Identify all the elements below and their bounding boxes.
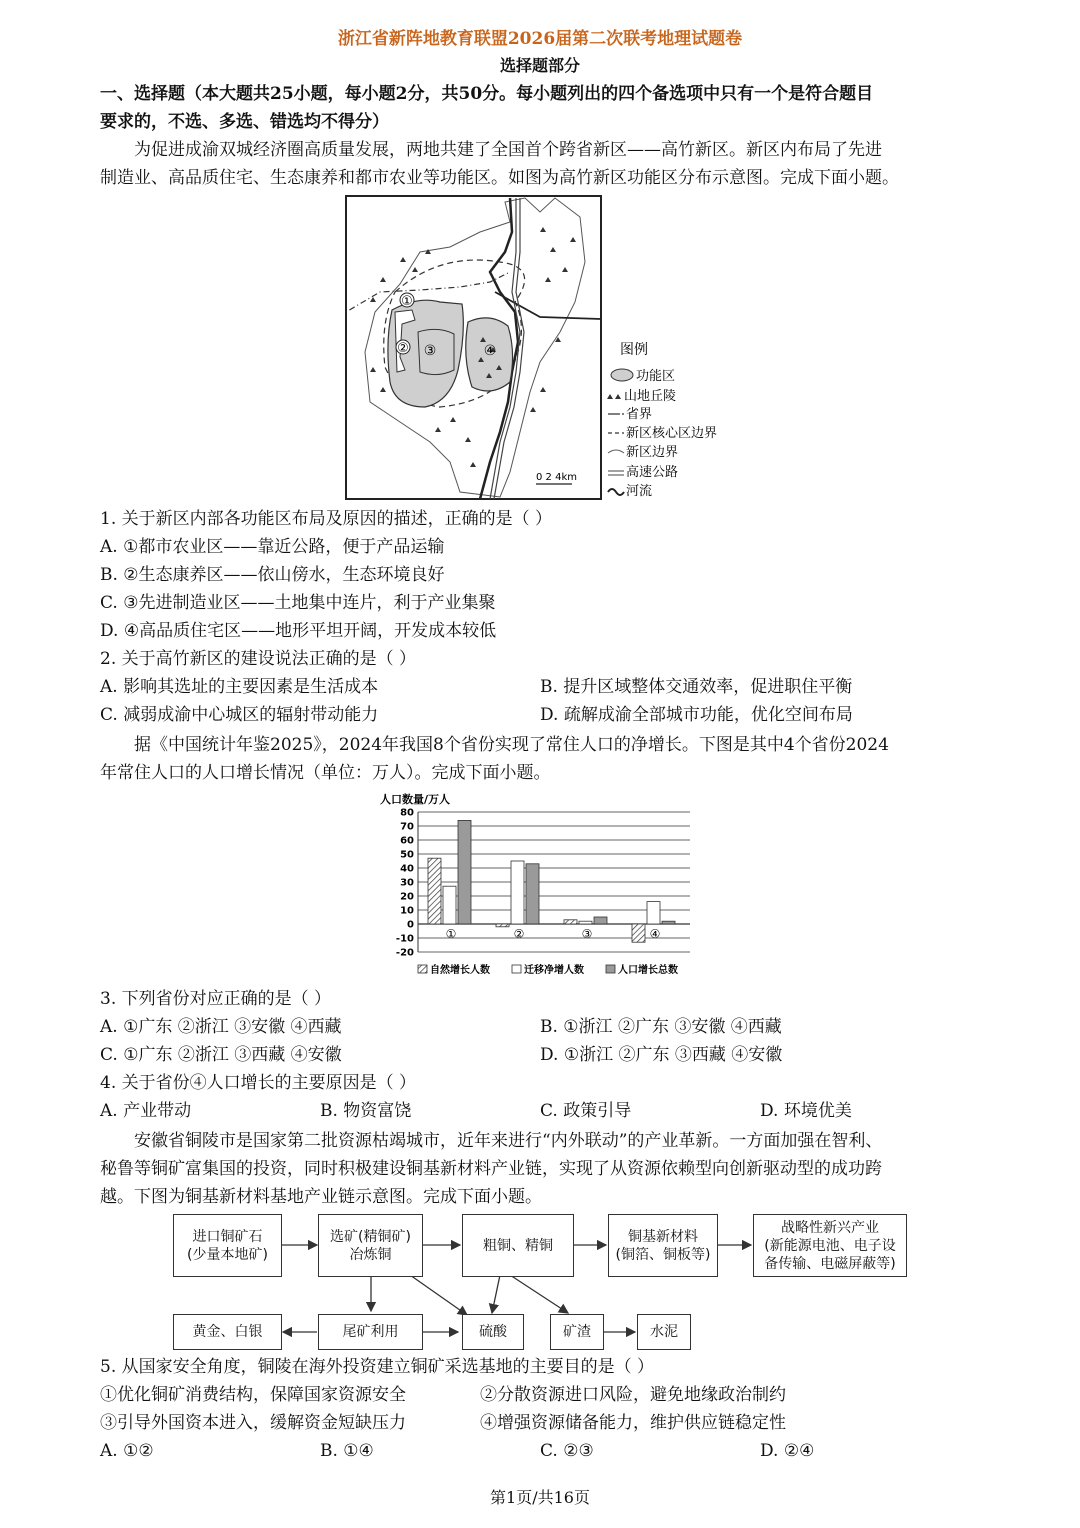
category-label-1: ① [445, 927, 457, 941]
arrow-2-8 [410, 1275, 467, 1315]
y-tick-label-5: 30 [400, 877, 414, 889]
q1-option-b[interactable]: B. ②生态康养区——依山傍水，生态环境良好 [100, 565, 445, 585]
legend-swatch-migration [512, 965, 521, 973]
legend-title: 图例 [620, 342, 648, 358]
q5-option-c[interactable]: C. ②③ [540, 1441, 594, 1461]
y-tick-label-7: 50 [400, 849, 414, 861]
bar-natural-2 [496, 924, 509, 927]
population-bar-chart [370, 790, 700, 982]
passage-2-line1: 据《中国统计年鉴2025》，2024年我国8个省份实现了常住人口的净增长。下图是其中4个省份2024 [134, 735, 889, 755]
flow-box-copper: 粗铜、精铜 [462, 1214, 574, 1277]
legend-zone: 功能区 [636, 369, 676, 384]
y-tick-label-10: 80 [400, 807, 414, 819]
zone-4-label: ④ [483, 343, 497, 359]
passage-3-line1: 安徽省铜陵市是国家第二批资源枯竭城市，近年来进行“内外联动”的产业革新。一方面加强在智利、 [134, 1131, 883, 1151]
legend-province: 省界 [626, 407, 653, 422]
passage-3-line2: 秘鲁等铜矿富集国的投资，同时积极建设铜基新材料产业链，实现了从资源依赖型向创新驱动型的成功跨 [100, 1159, 882, 1179]
q4-option-d[interactable]: D. 环境优美 [760, 1101, 852, 1121]
q4-stem: 4. 关于省份④人口增长的主要原因是（ ） [100, 1073, 417, 1093]
scale-label: 0 2 4km [536, 472, 577, 483]
q5-statement-1: ①优化铜矿消费结构，保障国家资源安全 [100, 1385, 406, 1405]
legend-river: 河流 [626, 484, 653, 499]
chart-legend [418, 963, 678, 976]
category-label-3: ③ [581, 927, 593, 941]
q3-option-b[interactable]: B. ①浙江 ②广东 ③安徽 ④西藏 [540, 1017, 782, 1037]
passage-1-line2: 制造业、高品质住宅、生态康养和都市农业等功能区。如图为高竹新区功能区分布示意图。完成下面小题。 [100, 168, 899, 188]
q1-option-a[interactable]: A. ①都市农业区——靠近公路，便于产品运输 [100, 537, 445, 557]
passage-3 [100, 1127, 985, 1211]
q1-option-c[interactable]: C. ③先进制造业区——土地集中连片，利于产业集聚 [100, 593, 496, 613]
q2-option-b[interactable]: B. 提升区域整体交通效率，促进职住平衡 [540, 677, 853, 697]
y-tick-label-2: 0 [407, 919, 414, 931]
passage-2-line2: 年常住人口的人口增长情况（单位：万人）。完成下面小题。 [100, 763, 551, 783]
passage-1 [100, 136, 985, 192]
q5-statement-4: ④增强资源储备能力，维护供应链稳定性 [480, 1413, 786, 1433]
bar-total-1 [458, 820, 471, 924]
legend-district: 新区边界 [626, 445, 679, 460]
legend-highway: 高速公路 [626, 465, 679, 480]
section-heading [100, 80, 985, 136]
y-tick-label-9: 70 [400, 821, 414, 833]
exam-title: 浙江省新阵地教育联盟2026届第二次联考地理试题卷 [337, 29, 743, 49]
q1-stem: 1. 关于新区内部各功能区布局及原因的描述，正确的是（ ） [100, 509, 553, 529]
arrow-3-9 [510, 1275, 568, 1313]
q3-option-c[interactable]: C. ①广东 ②浙江 ③西藏 ④安徽 [100, 1045, 342, 1065]
legend-hill: 山地丘陵 [624, 389, 677, 404]
flow-box-emerging-industry: 战略性新兴产业 (新能源电池、电子设 备传输、电磁屏蔽等) [753, 1214, 907, 1277]
q2-stem: 2. 关于高竹新区的建设说法正确的是（ ） [100, 649, 417, 669]
flow-box-imported-ore: 进口铜矿石 (少量本地矿) [173, 1214, 282, 1277]
zone-1-label: ① [401, 294, 413, 309]
flow-box-cement: 水泥 [637, 1314, 691, 1350]
q5-option-d[interactable]: D. ②④ [760, 1441, 815, 1461]
bar-natural-1 [428, 858, 441, 924]
q3-stem: 3. 下列省份对应正确的是（ ） [100, 989, 332, 1009]
y-tick-label-1: -10 [395, 933, 414, 945]
q3-option-d[interactable]: D. ①浙江 ②广东 ③西藏 ④安徽 [540, 1045, 783, 1065]
q5-stem: 5. 从国家安全角度，铜陵在海外投资建立铜矿采选基地的主要目的是（ ） [100, 1357, 655, 1377]
q5-option-b[interactable]: B. ①④ [320, 1441, 374, 1461]
q2-option-c[interactable]: C. 减弱成渝中心城区的辐射带动能力 [100, 705, 379, 725]
legend-swatch-total [606, 965, 615, 973]
section-subtitle: 选择题部分 [499, 56, 580, 75]
gaozhu-map-figure [340, 192, 750, 504]
zone-3-label: ③ [423, 343, 437, 359]
passage-1-line1: 为促进成渝双城经济圈高质量发展，两地共建了全国首个跨省新区——高竹新区。新区内布局了先进 [134, 140, 882, 160]
legend-natural: 自然增长人数 [430, 965, 490, 976]
arrow-3-8 [492, 1275, 500, 1313]
bar-natural-4 [632, 924, 645, 942]
legend-highway-swatch [608, 471, 624, 475]
passage-2 [100, 731, 985, 787]
legend-total: 人口增长总数 [618, 965, 678, 976]
y-tick-label-4: 20 [400, 891, 414, 903]
q4-option-c[interactable]: C. 政策引导 [540, 1101, 632, 1121]
q4-option-a[interactable]: A. 产业带动 [100, 1101, 192, 1121]
y-tick-label-8: 60 [400, 835, 414, 847]
chart-ylabel: 人口数量/万人 [380, 793, 451, 806]
bar-total-4 [662, 921, 675, 924]
legend-swatch-natural [418, 965, 427, 973]
y-tick-label-0: -20 [395, 947, 414, 959]
flow-box-new-material: 铜基新材料 (铜箔、铜板等) [608, 1214, 718, 1277]
q2-option-d[interactable]: D. 疏解成渝全部城市功能，优化空间布局 [540, 705, 853, 725]
q5-statement-2: ②分散资源进口风险，避免地缘政治制约 [480, 1385, 786, 1405]
q2-option-a[interactable]: A. 影响其选址的主要因素是生活成本 [100, 677, 379, 697]
q1-option-d[interactable]: D. ④高品质住宅区——地形平坦开阔，开发成本较低 [100, 621, 497, 641]
flow-box-gold-silver: 黄金、白银 [173, 1314, 282, 1350]
legend-hill-swatch [607, 394, 621, 399]
flow-box-slag: 矿渣 [550, 1314, 604, 1350]
legend-district-swatch [608, 450, 624, 453]
q3-option-a[interactable]: A. ①广东 ②浙江 ③安徽 ④西藏 [100, 1017, 342, 1037]
bar-migration-2 [511, 861, 524, 924]
q5-statement-3: ③引导外国资本进入，缓解资金短缺压力 [100, 1413, 406, 1433]
bar-migration-3 [579, 921, 592, 924]
page-number: 第1页/共16页 [490, 1488, 590, 1507]
bar-natural-3 [564, 920, 577, 924]
legend-migration: 迁移净增人数 [524, 965, 584, 976]
bar-total-3 [594, 917, 607, 924]
legend-core: 新区核心区边界 [626, 426, 718, 441]
y-tick-label-3: 10 [400, 905, 414, 917]
passage-3-line3: 越。下图为铜基新材料基地产业链示意图。完成下面小题。 [100, 1187, 542, 1207]
category-label-4: ④ [649, 927, 661, 941]
bar-migration-4 [647, 902, 660, 924]
flow-box-sulfuric-acid: 硫酸 [462, 1314, 524, 1350]
legend-zone-swatch [611, 369, 633, 381]
flow-box-smelting: 选矿(精铜矿) 冶炼铜 [318, 1214, 423, 1277]
y-tick-label-6: 40 [400, 863, 414, 875]
category-label-2: ② [513, 927, 525, 941]
bar-migration-1 [443, 886, 456, 924]
zone-2-label: ② [397, 341, 409, 356]
bar-total-2 [526, 864, 539, 924]
q4-option-b[interactable]: B. 物资富饶 [320, 1101, 412, 1121]
legend-river-swatch [608, 489, 624, 495]
flow-box-tailings: 尾矿利用 [318, 1314, 423, 1350]
section-heading-line2: 要求的，不选、多选、错选均不得分） [100, 112, 389, 132]
q5-option-a[interactable]: A. ①② [100, 1441, 154, 1461]
section-heading-line1: 一、选择题（本大题共25小题，每小题2分，共50分。每小题列出的四个备选项中只有一个是符合题目 [100, 84, 874, 104]
